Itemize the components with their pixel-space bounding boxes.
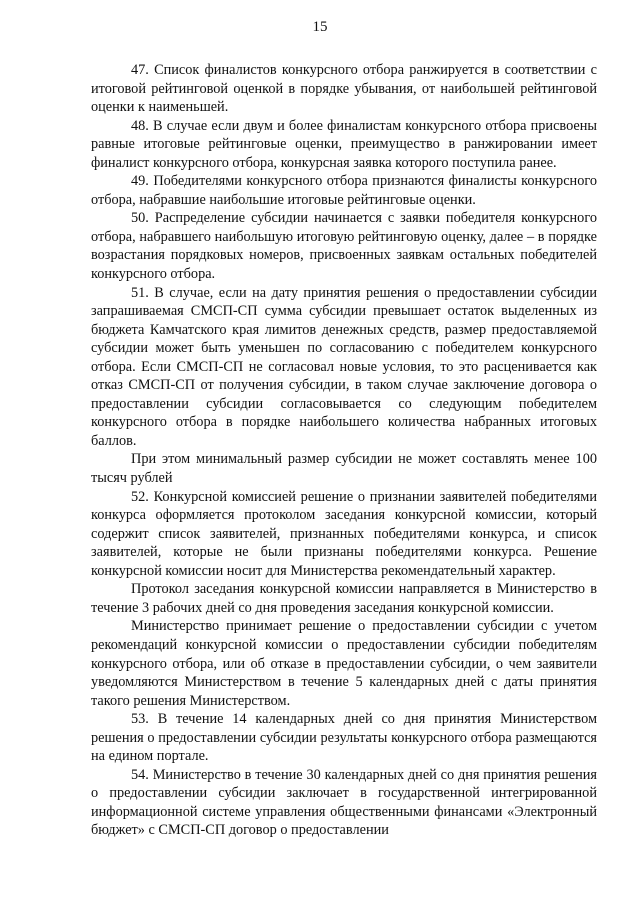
page-number: 15	[312, 19, 328, 35]
paragraph-49: 49. Победителями конкурсного отбора признаются финалисты конкурсного отбора, набравшие наибольшие итоговые рейтинговые оценки.	[91, 173, 597, 208]
paragraph-50: 50. Распределение субсидии начинается с заявки победителя конкурсного отбора, набравшего наибольшую итоговую рейтинговую оценку, далее – в порядке возрастания порядковых номеров, присвоенных заявкам остальных победителей конкурсного отбора.	[91, 210, 597, 283]
paragraph-52-decision: Министерство принимает решение о предоставлении субсидии с учетом рекомендаций конкурсной комиссии о предоставлении субсидии победителям конкурсного отбора, или об отказе в предоставлении субсидии, о чем заявители уведомляются Министерством в течение 5 календарных дней с даты принятия такого решения Министерством.	[91, 618, 597, 709]
paragraph-47: 47. Список финалистов конкурсного отбора ранжируется в соответствии с итоговой рейтинговой оценкой в порядке убывания, от наибольшей рейтинговой оценки к наименьшей.	[91, 62, 597, 116]
paragraph-51-minimum: При этом минимальный размер субсидии не может составлять менее 100 тысяч рублей	[91, 451, 597, 487]
paragraph-48: 48. В случае если двум и более финалистам конкурсного отбора присвоены равные итоговые рейтинговые оценки, преимущество в ранжировании имеет финалист конкурсного отбора, конкурсная заявка которого поступила ранее.	[91, 117, 597, 171]
paragraph-51: 51. В случае, если на дату принятия решения о предоставлении субсидии запрашиваемая СМСП-СП сумма субсидии превышает остаток выделенных из бюджета Камчатского края лимитов денежных средств, размер предоставляемой субсидии может быть уменьшен по согласованию с победителем конкурсного отбора. Если СМСП-СП не согласовал новые условия, то это расценивается как отказ СМСП-СП от получения субсидии, в таком случае заключение договора о предоставлении субсидии согласовывается со следующим победителем конкурсного отбора в порядке наибольшего количества набранных итоговых баллов.	[91, 284, 597, 449]
paragraph-54: 54. Министерство в течение 30 календарных дней со дня принятия решения о предоставлении субсидии заключает в государственной интегрированной информационной системе управления общественными финансами «Электронный бюджет» с СМСП-СП договор о предоставлении	[91, 766, 597, 839]
document-body	[91, 61, 597, 840]
paragraph-52: 52. Конкурсной комиссией решение о признании заявителей победителями конкурса оформляется протоколом заседания конкурсной комиссии, который содержит список заявителей, признанных победителями конкурса, и список заявителей, которые не были признаны победителями конкурса. Решение конкурсной комиссии носит для Министерства рекомендательный характер.	[91, 488, 597, 579]
paragraph-53: 53. В течение 14 календарных дней со дня принятия Министерством решения о предоставлении субсидии результаты конкурсного отбора размещаются на едином портале.	[91, 711, 597, 765]
paragraph-52-protocol: Протокол заседания конкурсной комиссии направляется в Министерство в течение 3 рабочих дней со дня проведения заседания конкурсной комиссии.	[91, 581, 597, 616]
